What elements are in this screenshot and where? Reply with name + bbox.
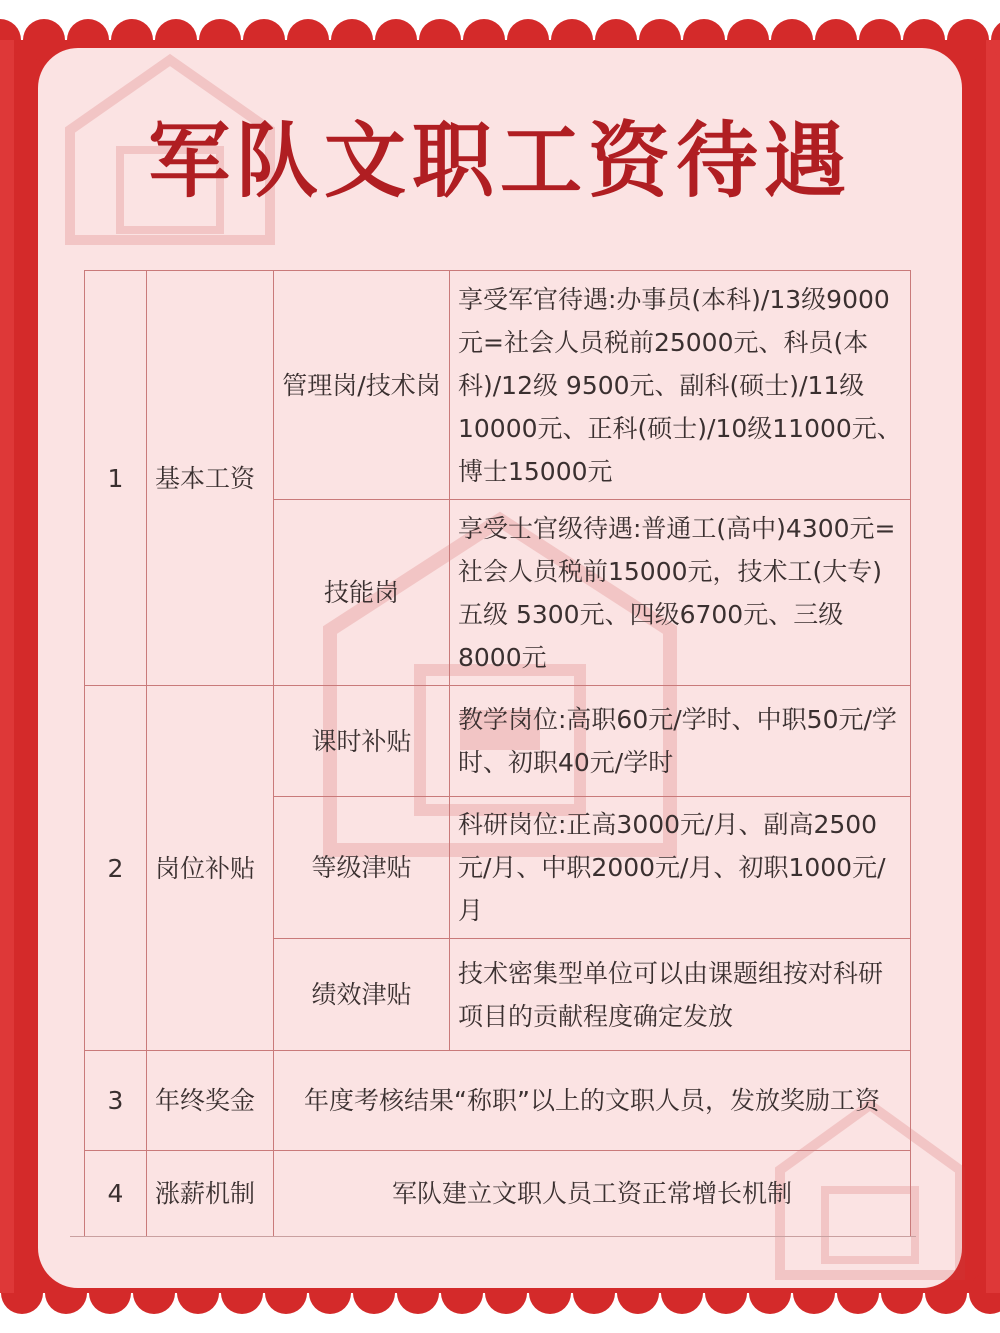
item-name: 课时补贴 [274, 686, 450, 797]
item-name: 技能岗 [274, 500, 450, 686]
item-desc: 科研岗位:正高3000元/月、副高2500元/月、中职2000元/月、初职1000元/月 [450, 797, 911, 939]
row-desc: 年度考核结果“称职”以上的文职人员，发放奖励工资 [274, 1051, 911, 1151]
scallop-top [947, 19, 989, 61]
table-row [85, 686, 911, 797]
salary-table [84, 270, 911, 1237]
item-desc: 教学岗位:高职60元/学时、中职50元/学时、初职40元/学时 [450, 686, 911, 797]
page-title: 军队文职工资待遇 [147, 114, 852, 209]
table-row [85, 1151, 911, 1237]
row-category: 年终奖金 [147, 1051, 274, 1151]
item-desc: 技术密集型单位可以由课题组按对科研项目的贡献程度确定发放 [450, 939, 911, 1051]
table-row [85, 271, 911, 500]
item-name: 绩效津贴 [274, 939, 450, 1051]
row-index: 2 [85, 686, 147, 1051]
row-index: 4 [85, 1151, 147, 1237]
row-index: 1 [85, 271, 147, 686]
item-desc: 享受士官级待遇:普通工(高中)4300元=社会人员税前15000元，技术工(大专)五级 5300元、四级6700元、三级8000元 [450, 500, 911, 686]
item-name: 等级津贴 [274, 797, 450, 939]
item-name: 管理岗/技术岗 [274, 271, 450, 500]
row-index: 3 [85, 1051, 147, 1151]
table-bottom-divider [70, 1236, 916, 1237]
row-category: 岗位补贴 [147, 686, 274, 1051]
item-desc: 享受军官待遇:办事员(本科)/13级9000元=社会人员税前25000元、科员(本科)/12级 9500元、副科(硕士)/11级10000元、正科(硕士)/10级11000元、博士15000元 [450, 271, 911, 500]
table-row [85, 1051, 911, 1151]
row-category: 基本工资 [147, 271, 274, 686]
row-category: 涨薪机制 [147, 1151, 274, 1237]
row-desc: 军队建立文职人员工资正常增长机制 [274, 1151, 911, 1237]
